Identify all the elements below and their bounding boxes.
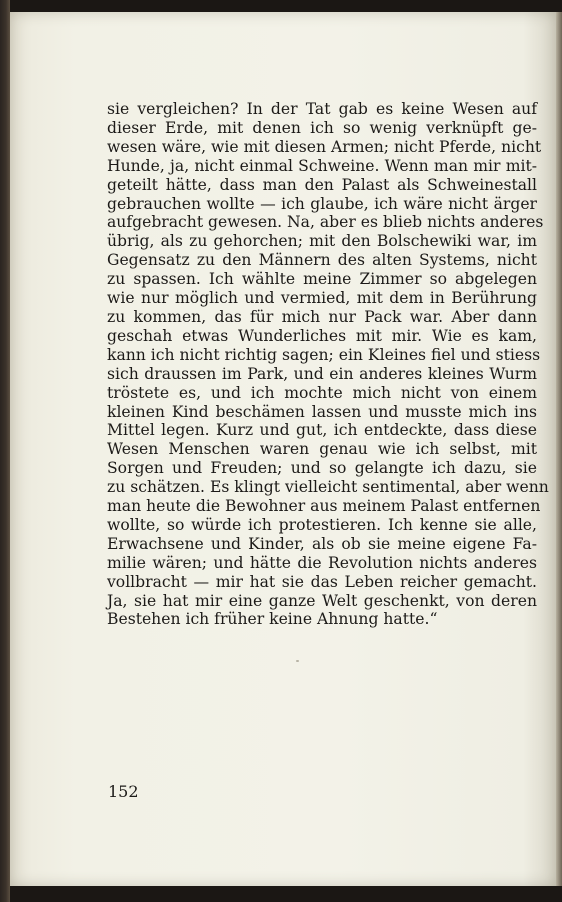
text-line: geteilt hätte, dass man den Palast als Schweinestall: [107, 175, 537, 194]
text-line: aufgebracht gewesen. Na, aber es blieb nichts anderes: [107, 213, 544, 232]
text-line: wesen wäre, wie mit diesen Armen; nicht Pferde, nicht: [107, 137, 542, 156]
text-line: vollbracht — mir hat sie das Leben reicher gemacht.: [107, 572, 537, 591]
text-line: Gegensatz zu den Männern des alten Systems, nicht: [107, 251, 537, 270]
text-line: kann ich nicht richtig sagen; ein Kleines fiel und stiess: [107, 345, 541, 364]
text-line: zu kommen, das für mich nur Pack war. Aber dann: [107, 307, 537, 326]
paper-speck: [296, 660, 299, 662]
body-text: [107, 100, 549, 629]
text-line: zu schätzen. Es klingt vielleicht sentimental, aber wenn: [107, 478, 549, 497]
text-line: geschah etwas Wunderliches mit mir. Wie es kam,: [107, 326, 537, 345]
page-edge: [556, 12, 562, 886]
text-line: sie vergleichen? In der Tat gab es keine Wesen auf: [107, 100, 537, 118]
text-line: zu spassen. Ich wählte meine Zimmer so abgelegen: [107, 270, 537, 289]
text-line: Bestehen ich früher keine Ahnung hatte.“: [107, 610, 438, 629]
text-line: gebrauchen wollte — ich glaube, ich wäre nicht ärger: [107, 194, 537, 213]
text-line: Hunde, ja, nicht einmal Schweine. Wenn man mir mit-: [107, 156, 537, 175]
text-line: man heute die Bewohner aus meinem Palast entfernen: [107, 497, 541, 516]
text-line: wie nur möglich und vermied, mit dem in Berührung: [107, 289, 537, 308]
text-line: Wesen Menschen waren genau wie ich selbst, mit: [107, 440, 537, 459]
text-line: Mittel legen. Kurz und gut, ich entdeckte, dass diese: [107, 421, 537, 440]
text-line: übrig, als zu gehorchen; mit den Bolschewiki war, im: [107, 232, 537, 251]
text-line: Erwachsene und Kinder, als ob sie meine eigene Fa-: [107, 534, 537, 553]
text-line: Sorgen und Freuden; und so gelangte ich dazu, sie: [107, 459, 537, 478]
text-line: milie wären; und hätte die Revolution nichts anderes: [107, 553, 537, 572]
text-line: kleinen Kind beschämen lassen und musste mich ins: [107, 402, 537, 421]
page-number: 152: [108, 782, 139, 801]
text-line: sich draussen im Park, und ein anderes kleines Wurm: [107, 364, 537, 383]
text-line: wollte, so würde ich protestieren. Ich kenne sie alle,: [107, 515, 537, 534]
text-line: dieser Erde, mit denen ich so wenig verknüpft ge-: [107, 118, 537, 137]
text-line: Ja, sie hat mir eine ganze Welt geschenkt, von deren: [107, 591, 537, 610]
book-binding: [0, 0, 10, 902]
text-line: tröstete es, und ich mochte mich nicht von einem: [107, 383, 537, 402]
